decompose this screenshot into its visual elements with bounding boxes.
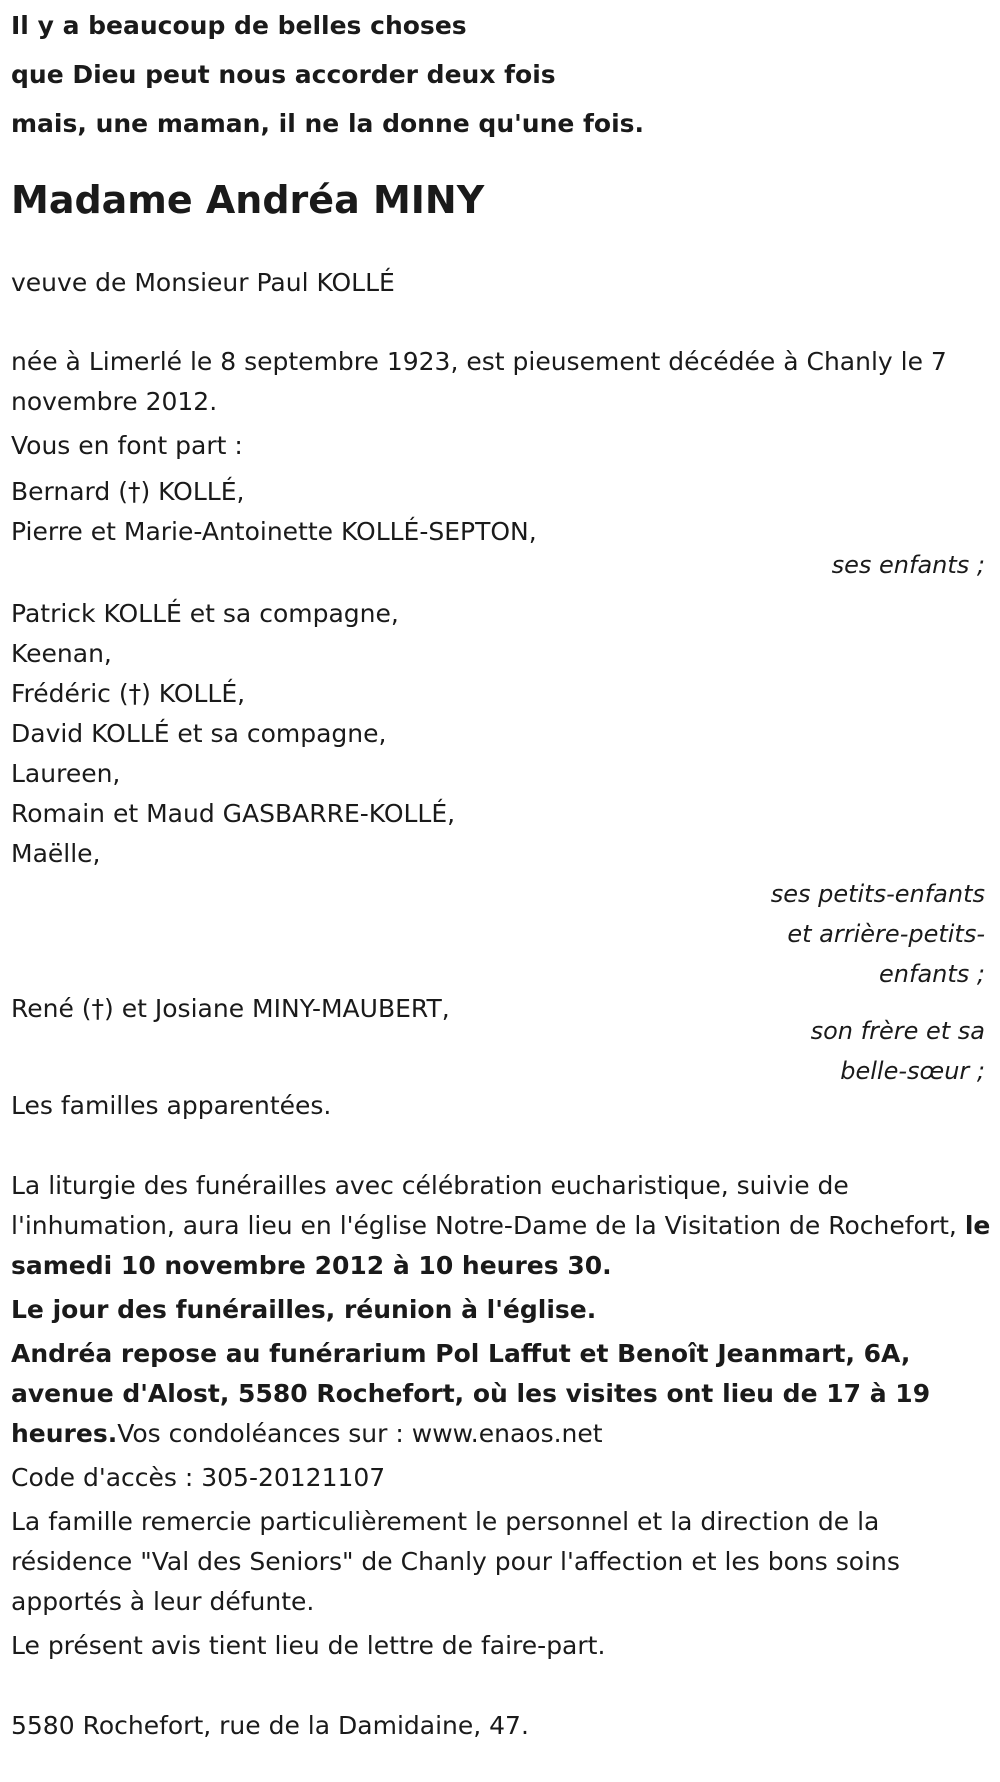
funerarium-paragraph (11, 1334, 991, 1454)
birth-death-text: née à Limerlé le 8 septembre 1923, est pieusement décédée à Chanly le 7 novembre 2012. (11, 347, 947, 416)
families-line: Les familles apparentées. (11, 1091, 332, 1120)
role-line: ses petits-enfants (770, 880, 985, 908)
list-item: Laureen, (11, 759, 121, 788)
thanks-paragraph: La famille remercie particulièrement le personnel et la direction de la résidence "Val des Seniors" de Chanly pour l'affection et les bons soins apportés à leur défunte. (11, 1507, 900, 1616)
announce-line: Vous en font part : (11, 431, 243, 460)
verse-line: que Dieu peut nous accorder deux fois (11, 60, 556, 89)
list-item: David KOLLÉ et sa compagne, (11, 719, 387, 748)
list-item: Frédéric (†) KOLLÉ, (11, 679, 246, 708)
list-item: Romain et Maud GASBARRE-KOLLÉ, (11, 799, 456, 828)
widow-line: veuve de Monsieur Paul KOLLÉ (11, 268, 395, 297)
list-item: Keenan, (11, 639, 112, 668)
notice-line: Le présent avis tient lieu de lettre de faire-part. (11, 1631, 606, 1660)
grandchildren-role (755, 874, 991, 994)
address-line: 5580 Rochefort, rue de la Damidaine, 47. (11, 1711, 529, 1740)
deceased-name: Madame Andréa MINY (11, 178, 485, 222)
role-line: belle-sœur ; (840, 1057, 985, 1085)
children-list (11, 472, 991, 552)
funerarium-text: Andréa repose au funérarium Pol Laffut et Benoît Jeanmart, 6A, avenue d'Alost, 5580 Rochefort, où les visites ont lieu de 17 à 19 heures. (11, 1339, 931, 1448)
role-line: et arrière-petits- (787, 920, 985, 948)
liturgy-text: La liturgie des funérailles avec célébration eucharistique, suivie de l'inhumation, aura lieu en l'église Notre-Dame de la Visitation de Rochefort, (11, 1171, 965, 1240)
obituary-content (11, 0, 991, 1746)
verse-line: mais, une maman, il ne la donne qu'une fois. (11, 109, 645, 138)
grandchildren-list (11, 594, 991, 874)
grandchildren-role-wrap (11, 874, 991, 994)
opening-verse (11, 0, 991, 148)
access-code: Code d'accès : 305-20121107 (11, 1463, 386, 1492)
children-role: ses enfants ; (831, 551, 985, 579)
list-item: Patrick KOLLÉ et sa compagne, (11, 599, 399, 628)
meeting-line: Le jour des funérailles, réunion à l'église. (11, 1295, 597, 1324)
verse-line: Il y a beaucoup de belles choses (11, 11, 467, 40)
list-item: Bernard (†) KOLLÉ, (11, 477, 245, 506)
condolences-text: Vos condoléances sur : www.enaos.net (117, 1419, 603, 1448)
list-item: Maëlle, (11, 839, 101, 868)
role-line: enfants ; (879, 960, 985, 988)
list-item: Pierre et Marie-Antoinette KOLLÉ-SEPTON, (11, 517, 537, 546)
list-item: René (†) et Josiane MINY-MAUBERT, (11, 994, 450, 1023)
role-line: son frère et sa (810, 1017, 985, 1045)
liturgy-date: le samedi 10 novembre 2012 à 10 heures 30. (11, 1211, 991, 1280)
liturgy-paragraph (11, 1166, 991, 1286)
siblings-role (755, 1011, 991, 1091)
